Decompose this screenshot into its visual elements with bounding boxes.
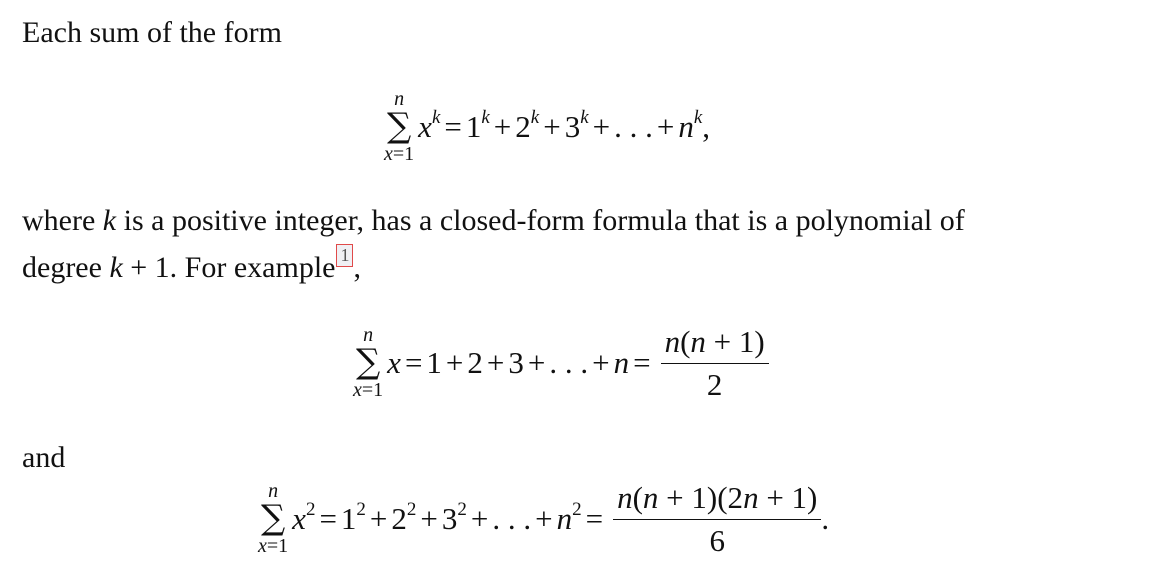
equation-expression: $x^k = 1^k + 2^k + 3^k$ + . . . + $n^k$, — [418, 107, 711, 144]
sum-upper-limit: n — [363, 324, 374, 346]
sigma-symbol: ∑ — [386, 106, 412, 146]
equation-expression: x = 1 + 2 + 3 + . . . + n = — [387, 345, 651, 380]
sum-lower-limit: x=1 — [353, 379, 384, 401]
middle-paragraph — [22, 198, 965, 291]
sum-lower-limit: x=1 — [384, 143, 415, 165]
equation-sum-of-integers — [353, 318, 769, 408]
fraction — [661, 325, 769, 402]
middle-line-2: degree k + 1. For example 1 , — [22, 245, 361, 284]
fraction-numerator: n(n + 1) — [661, 325, 769, 364]
sum-upper-limit: n — [394, 88, 405, 110]
middle-line-1: where k is a positive integer, has a closed-form formula that is a polynomial of — [22, 204, 965, 237]
fraction-denominator: 6 — [709, 522, 725, 558]
fraction-denominator: 2 — [706, 366, 723, 402]
sum-lower-limit: x=1 — [258, 535, 289, 557]
intro-text: Each sum of the form — [22, 16, 282, 49]
conjunction-paragraph — [22, 435, 65, 481]
intro-paragraph — [22, 10, 282, 56]
summation-sign — [384, 89, 414, 165]
summation-sign — [258, 481, 288, 557]
equation-sum-of-squares — [258, 474, 829, 564]
fraction-numerator: n(n + 1)(2n + 1) — [613, 481, 821, 520]
sigma-symbol: ∑ — [355, 342, 381, 382]
equation-general-sum — [384, 82, 710, 172]
equation-expression: $x^2 = 1^2 + 2^2 + 3^2$ + . . . + $n^2$ = — [292, 499, 604, 536]
footnote-reference-link[interactable]: 1 — [336, 244, 353, 267]
sigma-symbol: ∑ — [260, 498, 286, 538]
summation-sign — [353, 325, 383, 401]
equation-trailing: . — [821, 501, 830, 536]
fraction — [613, 481, 821, 558]
sum-upper-limit: n — [268, 480, 279, 502]
conjunction-text: and — [22, 441, 66, 474]
equation-trailing: , — [702, 109, 711, 144]
